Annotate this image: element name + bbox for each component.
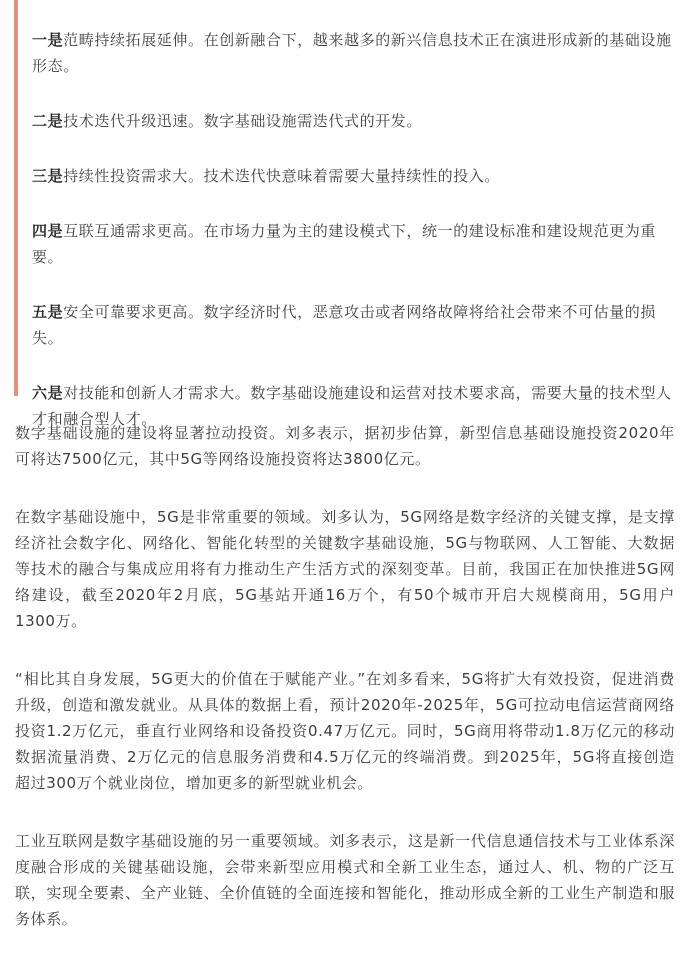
paragraph-investment: 数字基础设施的建设将显著拉动投资。刘多表示，据初步估算，新型信息基础设施投资2020年可将达7500亿元，其中5G等网络设施投资将达3800亿元。	[15, 424, 675, 468]
quote-item-text: 技术迭代升级迅速。数字基础设施需迭代式的开发。	[63, 112, 423, 130]
blockquote-features	[14, 0, 676, 428]
paragraph-industrial-internet: 工业互联网是数字基础设施的另一重要领域。刘多表示，这是新一代信息通信技术与工业体系深度融合形成的关键基础设施，会带来新型应用模式和全新工业生态，通过人、机、物的广泛互联，实现全要素、全产业链、全价值链的全面连接和智能化，推动形成全新的工业生产制造和服务体系。	[15, 832, 675, 928]
quote-item-lead: 一是	[32, 31, 64, 49]
quote-item-lead: 六是	[32, 384, 64, 402]
quote-item-5	[32, 299, 676, 351]
quote-item-text: 安全可靠要求更高。数字经济时代，恶意攻击或者网络故障将给社会带来不可估量的损失。	[32, 303, 657, 347]
quote-item-text: 范畴持续拓展延伸。在创新融合下，越来越多的新兴信息技术正在演进形成新的基础设施形态。	[32, 31, 672, 75]
quote-item-text: 对技能和创新人才需求大。数字基础设施建设和运营对技术要求高，需要大量的技术型人才和融合型人才。	[32, 384, 672, 428]
quote-item-text: 互联互通需求更高。在市场力量为主的建设模式下，统一的建设标准和建设规范更为重要。	[32, 222, 657, 266]
article-body	[15, 420, 675, 964]
quote-item-lead: 四是	[32, 222, 64, 240]
quote-item-4	[32, 218, 676, 270]
quote-item-lead: 二是	[32, 112, 64, 130]
paragraph-5g: 在数字基础设施中，5G是非常重要的领域。刘多认为，5G网络是数字经济的关键支撑，是支撑经济社会数字化、网络化、智能化转型的关键数字基础设施，5G与物联网、人工智能、大数据等技术的融合与集成应用将有力推动生产生活方式的深刻变革。目前，我国正在加快推进5G网络建设，截至2020年2月底，5G基站开通16万个，有50个城市开启大规模商用，5G用户1300万。	[15, 508, 675, 630]
quote-item-text: 持续性投资需求大。技术迭代快意味着需要大量持续性的投入。	[63, 167, 501, 185]
quote-item-2	[32, 108, 676, 134]
quote-item-lead: 三是	[32, 167, 64, 185]
quote-item-3	[32, 163, 676, 189]
quote-item-1	[32, 27, 676, 79]
quote-item-lead: 五是	[32, 303, 64, 321]
paragraph-5g-value: “相比其自身发展，5G更大的价值在于赋能产业。”在刘多看来，5G将扩大有效投资，促进消费升级，创造和激发就业。从具体的数据上看，预计2020年-2025年，5G可拉动电信运营商网络投资1.2万亿元，垂直行业网络和设备投资0.47万亿元。同时，5G商用将带动1.8万亿元的移动数据流量消费、2万亿元的信息服务消费和4.5万亿元的终端消费。到2025年，5G将直接创造超过300万个就业岗位，增加更多的新型就业机会。	[15, 670, 675, 792]
